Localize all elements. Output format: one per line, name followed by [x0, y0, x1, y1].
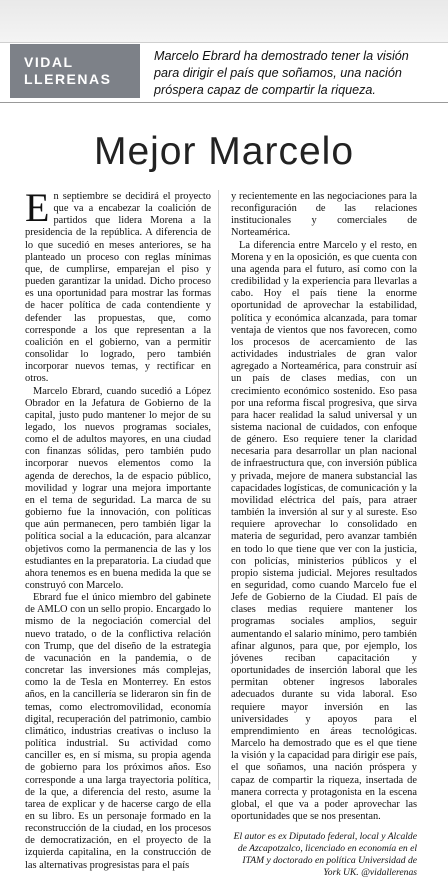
author-first-name: VIDAL: [24, 54, 74, 70]
left-column: [25, 185, 211, 872]
author-name-box: [10, 44, 140, 98]
paragraph: [25, 185, 211, 386]
paragraph: Marcelo Ebrard, cuando sucedió a López Obrador en la Jefatura de Gobierno de la capital, justo pudo mantener lo mejor de su legado, los nuevos programas sociales, como el de adultos mayores, en una ciudad con finanzas sólidas, pero también pudo incorporar nuevos elementos como la agenda de derechos, la de espacio público, movilidad y lograr una mejora importante en el tema de seguridad. La marca de su gobierno fue la innovación, con políticas que aún permanecen, pero también ligar la política social a la educación, para alcanzar objetivos como la permanencia de las y los estudiantes en la preparatoria. La ciudad que ahora tenemos es en buena medida la que se construyó con Marcelo.: [25, 385, 211, 591]
paragraph-text: n septiembre se decidirá el proyecto que va a encabezar la coalición de partidos que lidera Morena a la presidencia de la república. A diferencia de lo que sucedió en meses anteriores, se ha planteado un proceso con reglas mínimas que, de cumplirse, emparejan el piso y pueden garantizar la unidad. Dicho proceso es una oportunidad para mostrar las formas de hacer política de cada contendiente y defender las propuestas, que, como corresponde a los que representan a la coalición en el gobierno, van a permitir consolidar lo logrado, pero también incorporar nuevos temas, y rectificar en otros.: [25, 191, 211, 385]
author-last-name: LLERENAS: [24, 71, 112, 87]
right-column: [231, 191, 417, 878]
paragraph: La diferencia entre Marcelo y el resto, en Morena y en la oposición, es que cuenta con una agenda para el futuro, así como con la credibilidad y la experiencia para llevarlas a cabo. Hoy el país tiene la enorme oportunidad de aprovechar la estabilidad, política y económica alcanzada, para tomar ventaja de vientos que nos favorecen, como los procesos de acercamiento de las actividades industriales de gran valor agregado a Norteamérica, para construir así un país de clases medias, con un crecimiento económico sostenido. Eso pasa por una reforma fiscal progresiva, que sirva para hacer realidad la salud universal y un sistema nacional de cuidados, con enfoque de género. Eso requiere tener la claridad necesaria para desarrollar un plan nacional de infraestructura que, con inversión pública y privada, mejore de manera substancial las capacidades logísticas, de comunicación y la movilidad eléctrica del país, para atraer también la inversión al sur y al sureste. Eso requiere aprovechar lo consolidado en materia de seguridad, pero avanzar también en todo lo que tiene que ver con la justicia, con policías, ministerios públicos y el propio sistema judicial. Mejores resultados en seguridad, como cuando Marcelo fue el Jefe de Gobierno de la Ciudad. El país de clases medias requiere mantener los programas sociales amplios, seguir aumentando el salario mínimo, pero también afinar algunos, para que, por ejemplo, los jóvenes reciban capacitación y oportunidades de inserción laboral que les permitan obtener ingresos laborales adecuados durante su vida laboral. Eso requiere mayor inversión en las universidades y apoyos para el emprendimiento en áreas tecnológicas. Marcelo ha demostrado que es el que tiene la visión y la capacidad para dirigir ese país, el que soñamos, una nación próspera y capaz de compartir la riqueza, insertada de manera correcta y protagonista en la escena global, el que va a poder aprovechar las oportunidades que se nos presentan.: [231, 239, 417, 822]
drop-cap: E: [25, 185, 50, 230]
column-header: [10, 44, 436, 100]
column-rule: [218, 190, 219, 790]
article-summary: Marcelo Ebrard ha demostrado tener la visión para dirigir el país que soñamos, una nación próspera capaz de compartir la riqueza.: [154, 49, 409, 97]
header-divider: [0, 102, 448, 103]
paragraph: y recientemente en las negociaciones para la reconfiguración de las relaciones institucionales y comerciales de Norteamérica.: [231, 191, 417, 239]
author-bio: El autor es ex Diputado federal, local y Alcalde de Azcapotzalco, licenciado en economía en el ITAM y doctorado en política Universidad de York UK. @vidallerenas: [233, 831, 417, 878]
article-title: Mejor Marcelo: [93, 130, 355, 173]
paragraph: Ebrard fue el único miembro del gabinete de AMLO con un sello propio. Encargado lo mismo de la negociación comercial del nuevo tratado, o de la conflictiva relación con Trump, que del diseño de la estrategia de vacunación en la pandemia, o de concretar las inversiones más complejas, como la de Tesla en Monterrey. En estos años, en la cancillería se lideraron sin fin de temas, como electromovilidad, economía digital, recuperación del patrimonio, cambio climático, industrias creativas o incluso la política industrial. Su actividad como canciller es, en sí misma, su propia agenda de gobierno para los próximos años. Eso corresponde a una larga trayectoria política, de la que, a diferencia del resto, asume la tarea de explicar y de hacerse cargo de ella en su libro. Es un personaje formado en la reconstrucción de la ciudad, en los procesos de democratización, en el proyecto de la izquierda capitalina, en la construcción de las alternativas progresistas para el país: [25, 592, 211, 871]
top-strip: [0, 0, 448, 43]
